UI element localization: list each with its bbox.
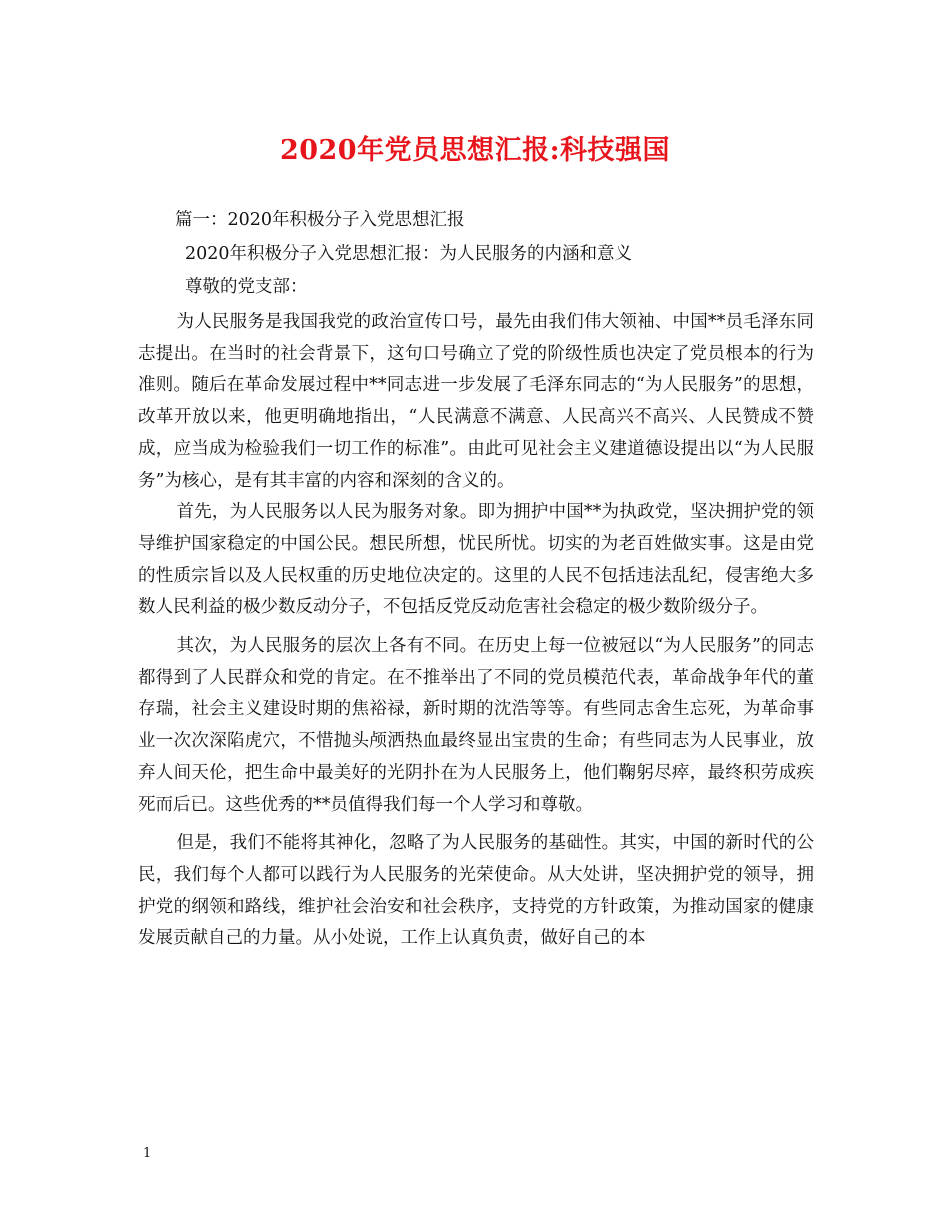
article-heading: 篇一：2020年积极分子入党思想汇报 <box>175 210 465 230</box>
page-number: 1 <box>143 1146 152 1161</box>
paragraph-1: 为人民服务是我国我党的政治宣传口号，最先由我们伟大领袖、中国**员毛泽东同志提出。在当时的社会背景下，这句口号确立了党的阶级性质也决定了党员根本的行为准则。随后在革命发展过程中**同志进一步发展了毛泽东同志的“为人民服务”的思想，改革开放以来，他更明确地指出，“人民满意不满意、人民高兴不高兴、人民赞成不赞成，应当成为检验我们一切工作的标准”。由此可见社会主义建道德设提出以“为人民服务”为核心，是有其丰富的内容和深刻的含义的。 <box>138 312 814 491</box>
paragraph-3: 其次，为人民服务的层次上各有不同。在历史上每一位被冠以“为人民服务”的同志都得到了人民群众和党的肯定。在不推举出了不同的党员模范代表，革命战争年代的董存瑞，社会主义建设时期的焦裕禄，新时期的沈浩等等。有些同志舍生忘死，为革命事业一次次深陷虎穴，不惜抛头颅洒热血最终显出宝贵的生命；有些同志为人民事业，放弃人间天伦，把生命中最美好的光阴扑在为人民服务上，他们鞠躬尽瘁，最终积劳成疾死而后已。这些优秀的**员值得我们每一个人学习和尊敬。 <box>138 636 814 815</box>
page-title: 2020年党员思想汇报:科技强国 <box>279 135 671 166</box>
paragraph-4: 但是，我们不能将其神化，忽略了为人民服务的基础性。其实，中国的新时代的公民，我们每个人都可以践行为人民服务的光荣使命。从大处讲，坚决拥护党的领导，拥护党的纲领和路线，维护社会治安和社会秩序，支持党的方针政策，为推动国家的健康发展贡献自己的力量。从小处说，工作上认真负责，做好自己的本 <box>138 833 814 949</box>
paragraph-2: 首先，为人民服务以人民为服务对象。即为拥护中国**为执政党，坚决拥护党的领导维护国家稳定的中国公民。想民所想，忧民所忧。切实的为老百姓做实事。这是由党的性质宗旨以及人民权重的历史地位决定的。这里的人民不包括违法乱纪，侵害绝大多数人民利益的极少数反动分子，不包括反党反动危害社会稳定的极少数阶级分子。 <box>138 502 814 618</box>
body-text <box>138 307 814 955</box>
article-subtitle: 2020年积极分子入党思想汇报：为人民服务的内涵和意义 <box>185 244 633 264</box>
salutation: 尊敬的党支部： <box>185 277 308 297</box>
